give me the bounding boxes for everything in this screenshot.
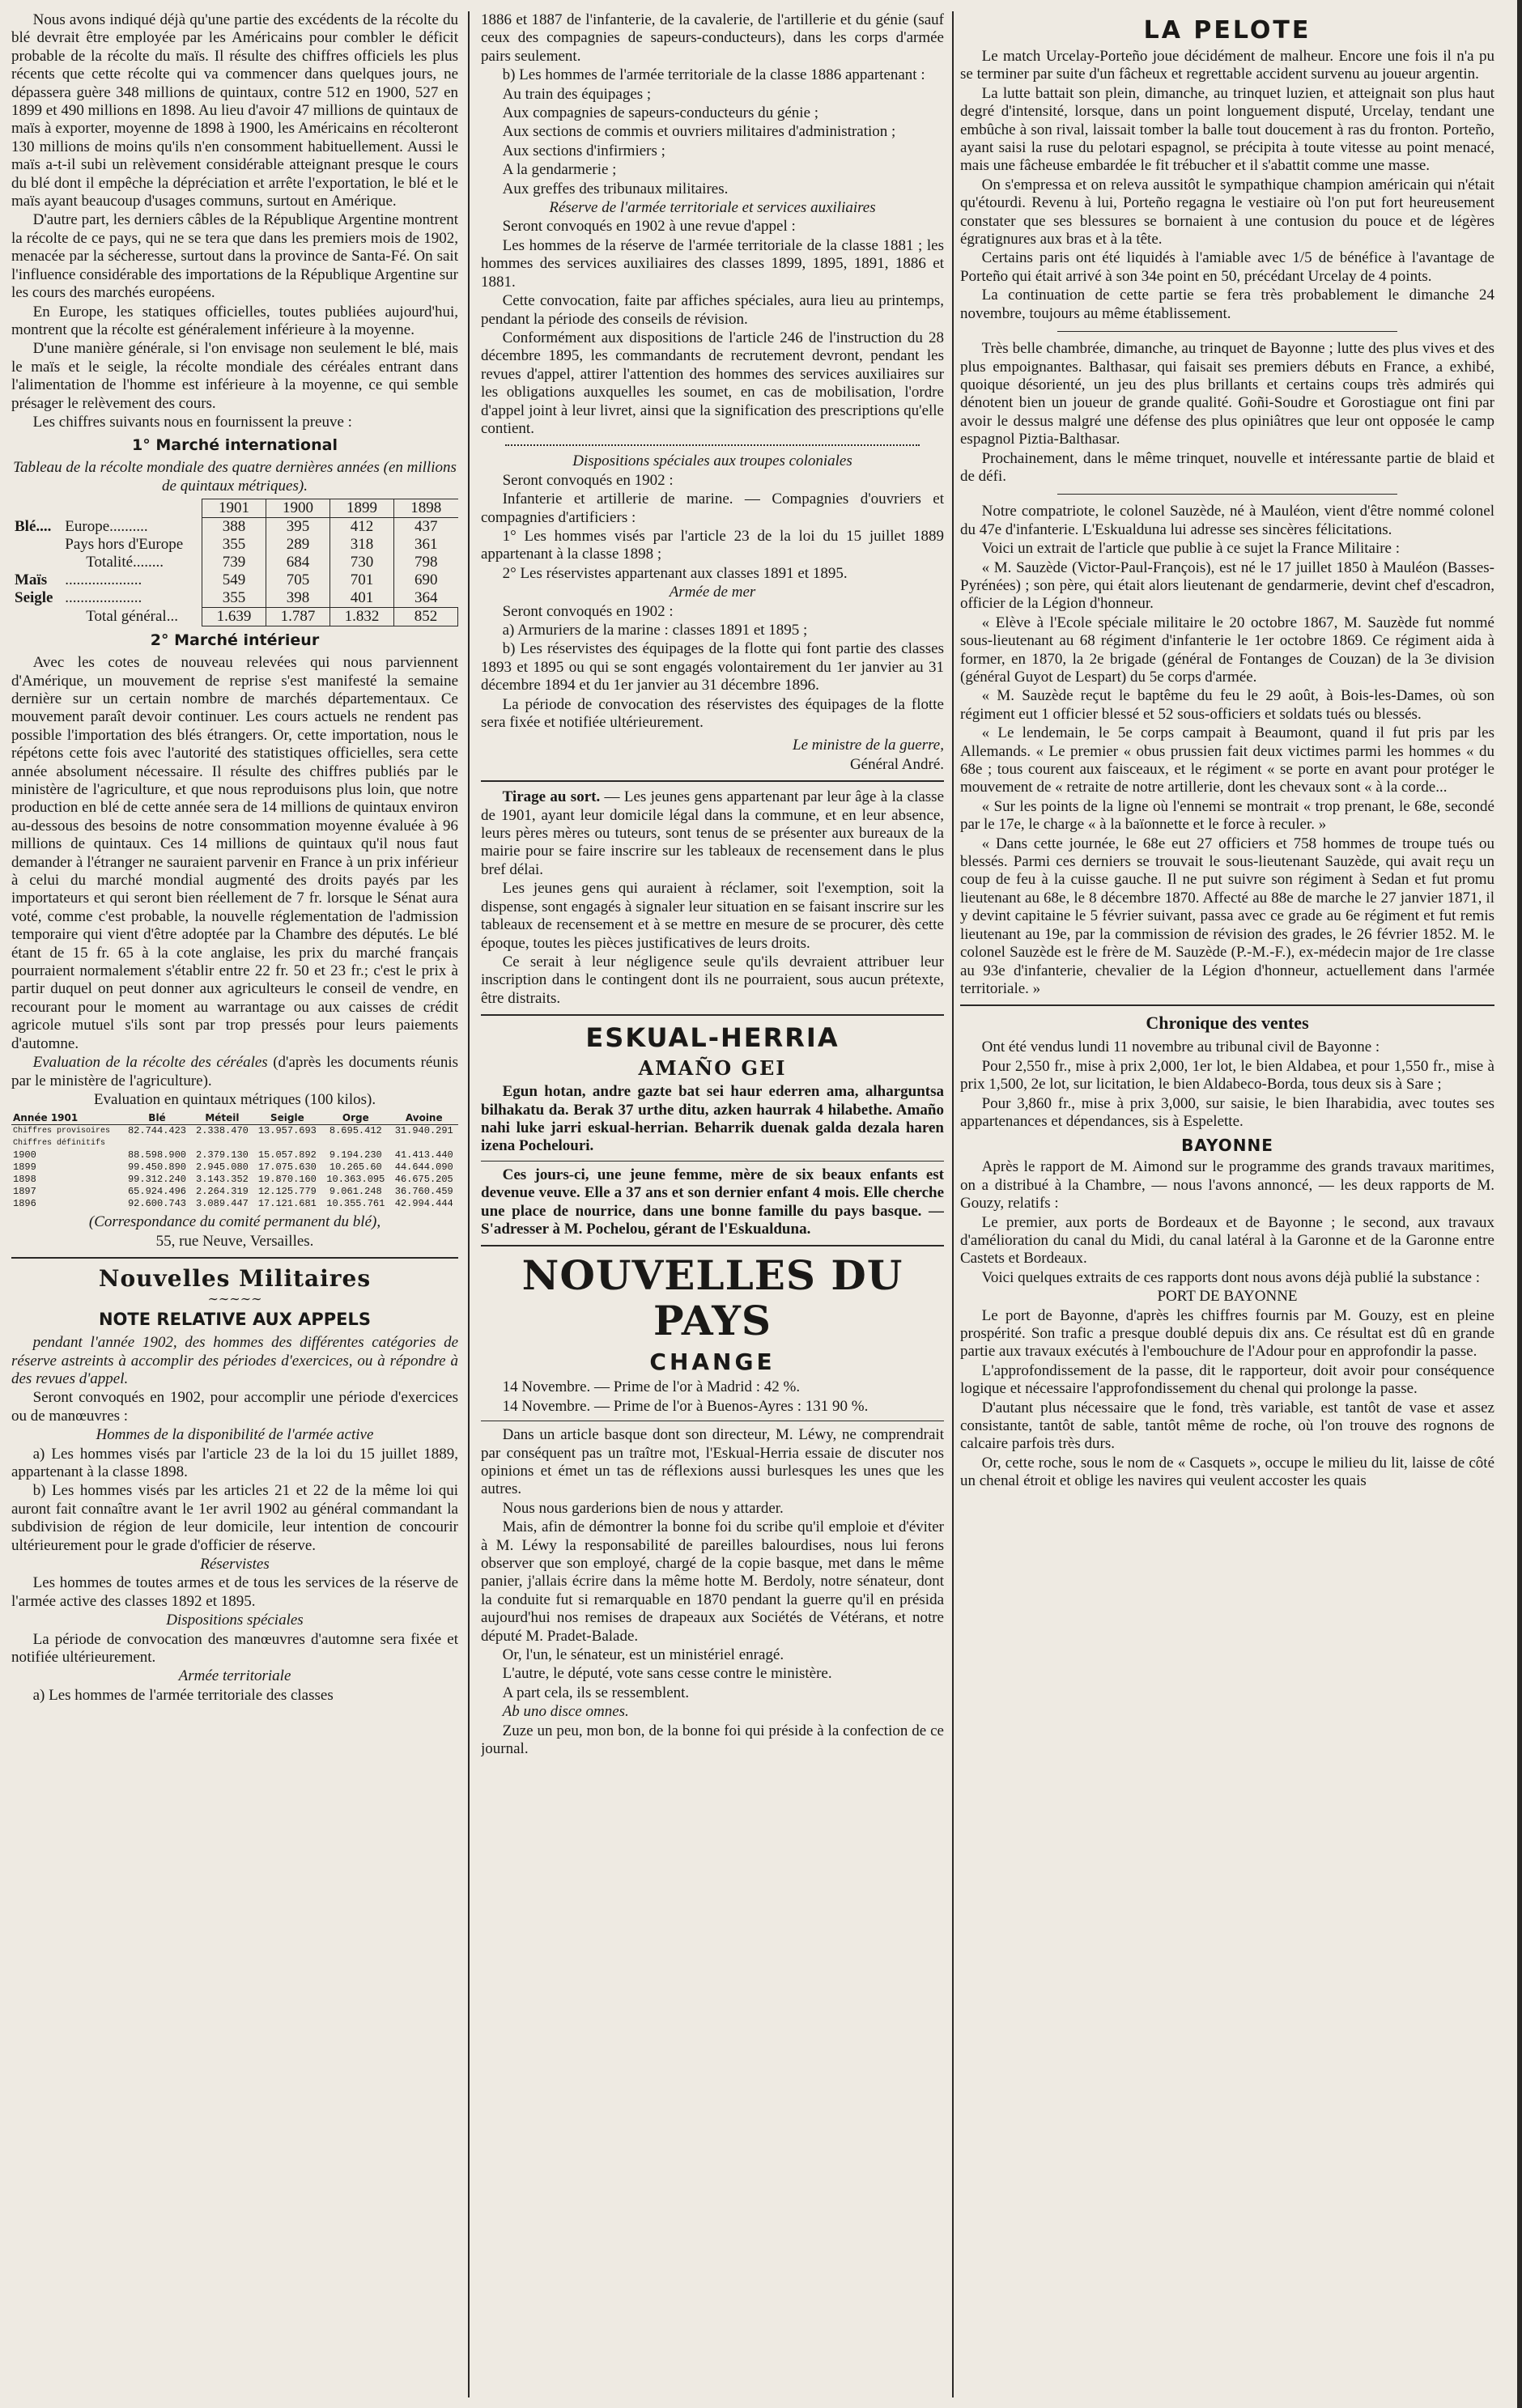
article-text: D'une manière générale, si l'on envisage non seulement le blé, mais le maïs et le seigle, la récolte mondiale des céréales entrant dans l'alimentation de l'homme est inférieure à la moyenne, ce qui semble présager le relèvement des cours. xyxy=(11,340,458,412)
cell: 739 xyxy=(202,554,266,571)
cell: 13.957.693 xyxy=(257,1125,317,1137)
table-row xyxy=(11,1125,458,1138)
table-header-row xyxy=(11,499,458,518)
article-text: Les hommes de toutes armes et de tous les services de la réserve de l'armée active des classes 1892 et 1895. xyxy=(11,1574,458,1610)
article-text: Notre compatriote, le colonel Sauzède, né à Mauléon, vient d'être nommé colonel du 47e d'infanterie. L'Eskualduna lui adresse ses sincères félicitations. xyxy=(960,503,1494,538)
year-header: 1899 xyxy=(330,499,394,518)
correspondence-address: 55, rue Neuve, Versailles. xyxy=(155,1232,314,1250)
column-rule xyxy=(468,11,470,2397)
article-text: En Europe, les statiques officielles, toutes publiées aujourd'hui, montrent que la récolte est généralement inférieure à la moyenne. xyxy=(11,303,458,338)
subheading: PORT DE BAYONNE xyxy=(1157,1288,1298,1306)
article-text: Le port de Bayonne, d'après les chiffres fournis par M. Gouzy, est en pleine prospérité. Son trafic a presque doublé depuis dix ans. Ce résultat est dû en grande partie aux travaux exécutés à l'embouchure de l'Adour pour en approfondir la passe. xyxy=(960,1306,1494,1361)
article-text: a) Les hommes visés par l'article 23 de la loi du 15 juillet 1889, appartenant à la classe 1898. xyxy=(11,1445,458,1480)
cell: 17.075.630 xyxy=(257,1162,317,1174)
column-2 xyxy=(481,11,944,2397)
subheading: Dispositions spéciales xyxy=(166,1612,304,1629)
article-text: Infanterie et artillerie de marine. — Compagnies d'ouvriers et compagnies d'artificiers : xyxy=(481,491,944,526)
cell: 1900 xyxy=(13,1149,36,1162)
cell: 2.945.080 xyxy=(196,1162,249,1174)
article-text: 1886 et 1887 de l'infanterie, de la cavalerie, de l'artillerie et du génie (sauf ceux des compagnies de sapeurs-conducteurs), dans les corps d'armée pairs seulement. xyxy=(481,11,944,65)
cell: 412 xyxy=(330,518,394,537)
cell: 690 xyxy=(394,571,458,589)
cell: 41.413.440 xyxy=(394,1149,453,1162)
table-row xyxy=(11,1198,458,1210)
table-caption: Evaluation en quintaux métriques (100 kilos). xyxy=(93,1090,376,1108)
divider xyxy=(481,1014,944,1016)
article-lead: Tirage au sort. xyxy=(502,788,601,806)
divider xyxy=(481,1245,944,1246)
article-text: Prochainement, dans le même trinquet, nouvelle et intéressante partie de blaid et de défi. xyxy=(960,449,1494,485)
subheading: Armée territoriale xyxy=(178,1667,291,1685)
cell: 364 xyxy=(394,589,458,608)
cell: 88.598.900 xyxy=(127,1149,186,1162)
section-heading: Chronique des ventes xyxy=(1146,1013,1309,1034)
cell: 2.338.470 xyxy=(196,1125,249,1137)
article-text: L'autre, le député, vote sans cesse contre le ministère. xyxy=(502,1665,832,1683)
section-heading: 1° Marché international xyxy=(132,436,338,455)
harvest-evaluation-table xyxy=(11,1112,458,1210)
cell: 99.450.890 xyxy=(127,1162,186,1174)
article-text: Voici un extrait de l'article que publie à ce sujet la France Militaire : xyxy=(981,540,1401,558)
article-text: Conformément aux dispositions de l'article 246 de l'instruction du 28 décembre 1895, les commandants de recrutement devront, pendant les revues d'appel, attirer l'attention des hommes des services auxiliaires sur les obligations auxquelles les soumet, en cas de mobilisation, l'ordre d'appel joint à leur livret, ainsi que la signification des prescriptions qu'elle contient. xyxy=(481,329,944,437)
eskual-herria-banner: ESKUAL-HERRIA xyxy=(585,1022,840,1054)
cell: 1896 xyxy=(13,1198,36,1210)
article-text: Les chiffres suivants nous en fournissent la preuve : xyxy=(32,413,352,431)
cell: 44.644.090 xyxy=(394,1162,453,1174)
exchange-rate-line: 14 Novembre. — Prime de l'or à Buenos-Ayres : 131 90 %. xyxy=(502,1397,869,1415)
row-label: Totalité........ xyxy=(86,554,164,571)
article-text: « Le lendemain, le 5e corps campait à Beaumont, quand il fut pris par les Allemands. « Le premier « obus prussien fait deux victimes parmi les hommes « du 68e ; tous courent aux faisceaux, et le régiment « se porte en avant pour protéger le mouvement de « retraite de notre artillerie, dont les chevaux sont « à la corde... xyxy=(960,724,1494,796)
cell: Chiffres définitifs xyxy=(13,1139,106,1149)
cell: 852 xyxy=(394,608,458,626)
article-text: Certains paris ont été liquidés à l'amiable avec 1/5 de bénéfice à l'avantage de Porteño qui était arrivé à son 34e point en 50, précédant Urcelay de 4 points. xyxy=(960,249,1494,285)
article-text: Pour 3,860 fr., mise à prix 3,000, sur saisie, le bien Iharabidia, avec toutes ses appartenances et dépendances, sis à Espelette. xyxy=(960,1094,1494,1130)
article-text: Dans un article basque dont son directeur, M. Léwy, ne comprendrait par conséquent pas un traître mot, l'Eskual-Herria essaie de discuter nos opinions et émet un tas de réflexions aussi burlesques les unes que les autres. xyxy=(481,1426,944,1498)
row-label: .................... xyxy=(65,571,142,589)
cell: 1897 xyxy=(13,1186,36,1198)
cell: 549 xyxy=(202,571,266,589)
signature-name: Général André. xyxy=(849,755,944,773)
table-row xyxy=(11,536,458,554)
cell: 1.639 xyxy=(202,608,266,626)
table-row xyxy=(11,518,458,537)
cell: 798 xyxy=(394,554,458,571)
article-text: « Elève à l'Ecole spéciale militaire le 20 octobre 1867, M. Sauzède fut nommé sous-lieutenant au 68 régiment d'infanterie le 1er octobre 1869. Ce régiment aida à former, en 1870, la 2e brigade (général de Fontanges de Couzan) de la 3e division (général Guyot de Lespart) du 5e corps d'armée. xyxy=(960,614,1494,686)
article-text: Après le rapport de M. Aimond sur le programme des grands travaux maritimes, on a distribué à la Chambre, — nous l'avons annoncé, — les deux rapports de M. Gouzy, relatifs : xyxy=(960,1158,1494,1212)
article-text: Nous nous garderions bien de nous y attarder. xyxy=(502,1499,784,1517)
column-1 xyxy=(11,11,458,2397)
column-rule xyxy=(952,11,954,2397)
table-row xyxy=(11,554,458,571)
nouvelles-du-pays-title: NOUVELLES DU PAYS xyxy=(521,1251,903,1345)
article-text: Seront convoqués en 1902, pour accomplir une période d'exercices ou de manœuvres : xyxy=(11,1389,458,1425)
article-text: Voici quelques extraits de ces rapports dont nous avons déjà publié la substance : xyxy=(981,1268,1481,1286)
cell: 9.194.230 xyxy=(329,1149,382,1162)
article-text: La continuation de cette partie se fera très probablement le dimanche 24 novembre, toujours au même établissement. xyxy=(960,287,1494,322)
divider xyxy=(1057,494,1397,495)
cell: 10.265.60 xyxy=(329,1162,382,1174)
cell: 289 xyxy=(266,536,330,554)
article-text: Or, l'un, le sénateur, est un ministériel enragé. xyxy=(502,1646,784,1664)
page-edge xyxy=(1517,0,1522,2408)
notice-title: AMAÑO GEI xyxy=(638,1056,787,1081)
section-title: Nouvelles Militaires xyxy=(98,1265,372,1293)
table-row xyxy=(11,571,458,589)
article-text: Très belle chambrée, dimanche, au trinquet de Bayonne ; lutte des plus vives et des plus empoignantes. Balthasar, qui faisait ses premiers débuts en France, a exhibé, quoique désorienté, un jeu des plus brillants et certains coups très admirés qui dénotent bien un joueur de grande qualité. Goñi-Soudre et Gorostiague ont fini par avoir le dessus malgré une défense des plus opiniâtres que leur ont opposée le camp espagnol Piztia-Balthasar. xyxy=(960,340,1494,448)
table-row xyxy=(11,1174,458,1186)
article-text: « M. Sauzède (Victor-Paul-François), est né le 17 juillet 1850 à Mauléon (Basses-Pyrénées) ; son père, qui était alors lieutenant de gendarmerie, devint chef d'escadron, officier de la Légion d'honneur. xyxy=(960,558,1494,613)
cell: 99.312.240 xyxy=(127,1174,186,1186)
row-group xyxy=(11,536,62,554)
cell: 65.924.496 xyxy=(127,1186,186,1198)
article-text: D'autre part, les derniers câbles de la République Argentine montrent la récolte de ce pays, qui ne se tera que dans les premiers mois de 1902, menacée par la sécheresse, surtout dans la province de Santa-Fé. On sait l'influence considérable des importations de la République Argentine sur les cours des marchés européens. xyxy=(11,211,458,302)
cell: 437 xyxy=(394,518,458,537)
cell: 19.870.160 xyxy=(257,1174,317,1186)
cell: 12.125.779 xyxy=(257,1186,317,1198)
cell: 46.675.205 xyxy=(394,1174,453,1186)
article-text: b) Les réservistes des équipages de la flotte qui font partie des classes 1893 et 1895 ou qui se sont engagés volontairement du 1er janvier au 31 décembre 1894 et du 1er janvier au 31 décembre 1896. xyxy=(481,640,944,694)
article-text: Nous avons indiqué déjà qu'une partie des excédents de la récolte du blé devrait être employée par les Américains pour combler le déficit probable de la récolte du maïs. Il résulte des chiffres officiels les plus récents que cette récolte qui va commencer dans quelques jours, ne dépassera guère 348 millions de quintaux, contre 512 en 1900, 527 en 1899 et 490 millions en 1898. Au lieu d'avoir 47 millions de quintaux de maïs à exporter, moyenne de 1898 à 1900, les Américains en récolteront 130 millions de moins qu'ils n'en consomment habituellement. Aussi le maïs a-t-il subi un relèvement considérable atteignant presque le cours du blé dont il empêche la dépréciation et arrête l'exportation, le blé et le maïs ayant beaucoup d'usages communs, surtout en Amérique. xyxy=(11,11,458,210)
year-header: 1900 xyxy=(266,499,330,518)
world-harvest-table xyxy=(11,499,458,626)
article-text xyxy=(481,788,944,879)
cell: 705 xyxy=(266,571,330,589)
table-row xyxy=(11,608,458,626)
article-text: a) Les hommes de l'armée territoriale des classes xyxy=(32,1686,334,1704)
table-row xyxy=(11,1137,458,1149)
cell: 1899 xyxy=(13,1162,36,1174)
subheading: Réserve de l'armée territoriale et services auxiliaires xyxy=(549,199,876,217)
article-text: Zuze un peu, mon bon, de la bonne foi qui préside à la confection de ce journal. xyxy=(481,1722,944,1758)
cell: 361 xyxy=(394,536,458,554)
cell: 42.994.444 xyxy=(394,1198,453,1210)
divider xyxy=(1057,331,1397,332)
lead-continuation: (d'après les documents réunis par le ministère de l'agriculture). xyxy=(11,1054,458,1089)
dotted-divider xyxy=(505,444,920,446)
cell: 395 xyxy=(266,518,330,537)
column-header: Avoine xyxy=(390,1112,458,1125)
la-pelote-title: LA PELOTE xyxy=(1143,16,1312,45)
table-row xyxy=(11,1162,458,1174)
subheading: Réservistes xyxy=(200,1556,270,1573)
cell: 9.061.248 xyxy=(329,1186,382,1198)
cell: 92.600.743 xyxy=(127,1198,186,1210)
article-text: Mais, afin de démontrer la bonne foi du scribe qu'il emploie et d'éviter à M. Léwy la responsabilité de pareilles balourdises, nous lui ferons observer que son employé, chargé de la copie basque, met dans le même panier, j'allais écrire dans la même hotte M. Berdoly, notre sénateur, dont la conduite fut si remarquable en 1870 pendant la guerre qu'il en présida aujourd'hui nos remises de drapeaux aux Sociétés de Vétérans, et notre député M. Pradet-Balade. xyxy=(481,1518,944,1645)
table-row xyxy=(11,589,458,608)
article-text: b) Les hommes de l'armée territoriale de la classe 1886 appartenant : xyxy=(502,66,925,84)
article-text: Seront convoqués en 1902 : xyxy=(502,471,674,489)
year-header: 1898 xyxy=(394,499,458,518)
basque-notice: Egun hotan, andre gazte bat sei haur ederren ama, alharguntsa bilhakatu da. Berak 37 urthe ditu, azken haurrak 4 hilabethe. Amaño nahi luke jarri eskual-herrian. Beharrik duenak galda dezala haren izena Pochelouri. xyxy=(481,1083,944,1155)
article-text: Les hommes de la réserve de l'armée territoriale de la classe 1881 ; les hommes des services auxiliaires des classes 1899, 1895, 1891, 1886 et 1881. xyxy=(481,236,944,291)
article-text: Ont été vendus lundi 11 novembre au tribunal civil de Bayonne : xyxy=(981,1038,1380,1056)
cell: 684 xyxy=(266,554,330,571)
cell: 1.832 xyxy=(330,608,394,626)
cell: Chiffres provisoires xyxy=(13,1127,111,1136)
cell: 82.744.423 xyxy=(127,1125,186,1137)
cell: 2.379.130 xyxy=(196,1149,249,1162)
section-heading: BAYONNE xyxy=(1181,1136,1273,1156)
article-text: Le match Urcelay-Porteño joue décidément de malheur. Encore une fois il n'a pu se terminer par suite d'un fâcheux et regrettable accident survenu au joueur argentin. xyxy=(960,48,1494,83)
article-text: Avec les cotes de nouveau relevées qui nous parviennent d'Amérique, un mouvement de reprise s'est manifesté la semaine dernière sur un certain nombre de marchés départementaux. Ce mouvement paraît devoir continuer. Les cours actuels ne rendent pas possible l'importation des blés étrangers. Or, cette importation, nous le répétons cette fois avec l'autorité des statistiques officielles, sera cette année absolument nécessaire. Il résulte des chiffres publiés par le ministère de l'agriculture, et que nous reproduisons plus loin, que notre production en blé de cette année sera de 14 millions de quintaux environ au-dessous des besoins de notre consommation moyenne évaluée à 96 millions de quintaux. Ces 14 millions de quintaux qu'il nous faut demander à l'étranger ne sauraient parvenir en France à un prix inférieur à celui du marché mondial augmenté des droits payés par les importateurs et qui seront bien réellement de 7 fr. lorsque le Sénat aura voté, comme c'est probable, la nouvelle réglementation de l'admission temporaire qui vient d'être adoptée par la Chambre des députés. Le blé étant de 15 fr. 65 à la cote anglaise, les prix du marché français pourraient normalement s'établir entre 22 fr. 50 et 23 fr.; c'est le prix à partir duquel on peut donner aux agriculteurs le conseil de vendre, en recourant pour le moment au warrantage ou aux caisses de crédit agricole mutuel s'ils sont par trop pressés pour leurs paiements d'automne. xyxy=(11,654,458,1052)
cell: 318 xyxy=(330,536,394,554)
cell: 701 xyxy=(330,571,394,589)
column-header: Seigle xyxy=(253,1112,321,1125)
article-text: 1° Les hommes visés par l'article 23 de la loi du 15 juillet 1889 appartenant à la classe 1898 ; xyxy=(481,527,944,563)
list-item: Aux greffes des tribunaux militaires. xyxy=(502,180,729,197)
cell: 355 xyxy=(202,589,266,608)
column-header: Année 1901 xyxy=(11,1112,123,1125)
row-group xyxy=(11,608,62,626)
table-header-row xyxy=(11,1112,458,1125)
row-group xyxy=(11,554,62,571)
row-group: Seigle xyxy=(15,589,53,607)
column-header: Orge xyxy=(321,1112,389,1125)
list-item: Aux compagnies de sapeurs-conducteurs du génie ; xyxy=(502,104,819,122)
list-item: Aux sections de commis et ouvriers militaires d'administration ; xyxy=(502,123,896,141)
table-caption: Tableau de la récolte mondiale des quatre dernières années (en millions de quintaux métriques). xyxy=(13,459,457,495)
row-label: .................... xyxy=(65,589,142,607)
correspondence-credit: (Correspondance du comité permanent du blé), xyxy=(88,1213,381,1231)
article-text: On s'empressa et on releva aussitôt le sympathique champion américain qui n'était qu'étourdi. Revenu à lui, Porteño regagna le vestiaire où l'on put fort heureusement constater que ses blessures se bornaient à une contusion du pouce et de légères égratignures aux bras et à la tête. xyxy=(960,176,1494,248)
column-3 xyxy=(960,11,1494,2397)
article-text: Or, cette roche, sous le nom de « Casquets », occupe le milieu du lit, laisse de côté un chenal étroit et oblige les navires qui veulent accoster les quais xyxy=(960,1454,1494,1490)
signature-title: Le ministre de la guerre, xyxy=(793,737,944,754)
cell: 3.143.352 xyxy=(196,1174,249,1186)
row-group: Blé.... xyxy=(15,517,52,535)
divider xyxy=(960,1004,1494,1006)
list-item: Aux sections d'infirmiers ; xyxy=(502,142,665,159)
section-heading: 2° Marché intérieur xyxy=(150,631,320,650)
cell: 10.363.095 xyxy=(326,1174,385,1186)
cell: 2.264.319 xyxy=(196,1186,249,1198)
article-text: b) Les hommes visés par les articles 21 et 22 de la même loi qui auront fait connaître avant le 1er avril 1902 au général commandant la subdivision de région de leur domicile, leur intention de concourir ultérieurement pour le grade d'officier de réserve. xyxy=(11,1482,458,1554)
divider xyxy=(481,780,944,782)
cell: 355 xyxy=(202,536,266,554)
article-text: pendant l'année 1902, des hommes des différentes catégories de réserve astreints à accomplir des périodes d'exercices, ou à répondre à des revues d'appel. xyxy=(11,1334,458,1387)
subheading: Dispositions spéciales aux troupes coloniales xyxy=(572,452,852,470)
list-item: Au train des équipages ; xyxy=(502,85,652,103)
article-text xyxy=(11,1054,458,1090)
list-item: A la gendarmerie ; xyxy=(502,161,617,179)
article-text: 2° Les réservistes appartenant aux classes 1891 et 1895. xyxy=(502,564,848,582)
article-text: A part cela, ils se ressemblent. xyxy=(502,1684,690,1701)
column-header: Blé xyxy=(123,1112,191,1125)
article-text: La période de convocation des manœuvres d'automne sera fixée et notifiée ultérieurement. xyxy=(11,1630,458,1667)
article-text: Seront convoqués en 1902 à une revue d'appel : xyxy=(502,218,796,236)
divider xyxy=(11,1257,458,1259)
table-row xyxy=(11,1149,458,1162)
row-label: Total général... xyxy=(86,608,178,626)
cell: 10.355.761 xyxy=(326,1198,385,1210)
change-heading: CHANGE xyxy=(649,1348,776,1376)
article-text: « Sur les points de la ligne où l'ennemi se montrait « trop prenant, le 68e, secondé par le 17e, le charge « à la baïonnette et le force à reculer. » xyxy=(960,797,1494,834)
row-group: Maïs xyxy=(15,571,48,589)
note-heading: NOTE RELATIVE AUX APPELS xyxy=(98,1310,372,1330)
cell: 15.057.892 xyxy=(257,1149,317,1162)
subheading: Armée de mer xyxy=(669,584,756,601)
italic-lead: Evaluation de la récolte des céréales xyxy=(32,1054,268,1072)
article-text: « Dans cette journée, le 68e eut 27 officiers et 758 hommes de troupe tués ou blessés. Parmi ces derniers se trouvait le sous-lieutenant Sauzède, qui avait reçu un coup de feu à la cuisse gauche. Il ne put suivre son régiment à Sedan et fut promu lieutenant au 68e, le 8 décembre 1870. Affecté au 88e de marche le 27 janvier 1871, il y devint capitaine le 5 février suivant, passa avec ce grade au 6e régiment et fut remis lieutenant au 19e, par la commission de révision des grades, le 26 février 1852. M. le colonel Sauzède est le frère de M. Sauzède (P.-M.-F.), ex-médecin major de 1re classe au 93e d'infanterie, chevalier de la Légion d'honneur, actuellement dans l'armée territoriale. » xyxy=(960,835,1494,997)
article-text: La période de convocation des réservistes des équipages de la flotte sera fixée et notifiée ultérieurement. xyxy=(481,695,944,732)
cell: 36.760.459 xyxy=(394,1186,453,1198)
cell: 401 xyxy=(330,589,394,608)
article-text: L'approfondissement de la passe, dit le rapporteur, doit avoir pour conséquence logique et nécessaire l'approfondissement du chenal qui prolonge la passe. xyxy=(960,1361,1494,1398)
cell: 1.787 xyxy=(266,608,330,626)
cell: 730 xyxy=(330,554,394,571)
article-text: Ce serait à leur négligence seule qu'ils devraient attribuer leur inscription dans le contingent dont ils ne pourraient, sous aucun prétexte, être distraits. xyxy=(481,953,944,1007)
article-text: Les jeunes gens qui auraient à réclamer, soit l'exemption, soit la dispense, sont engagés à signaler leur situation en se faisant inscrire sur les tableaux de recensement et à se mettre en mesure de se procurer, dès cette époque, toutes les pièces justificatives de leurs droits. xyxy=(481,880,944,952)
subheading: Hommes de la disponibilité de l'armée active xyxy=(96,1426,374,1444)
ornament-divider: ∼∼∼∼∼ xyxy=(207,1293,262,1307)
article-text: a) Armuriers de la marine : classes 1891 et 1895 ; xyxy=(502,622,808,639)
table-row xyxy=(11,1186,458,1198)
article-text: Le premier, aux ports de Bordeaux et de Bayonne ; le second, aux travaux d'amélioration du canal du Midi, du canal latéral à la Garonne et de la Garonne entre Castets et Bordeaux. xyxy=(960,1213,1494,1268)
article-text: Ab uno disce omnes. xyxy=(502,1703,629,1721)
cell: 1898 xyxy=(13,1174,36,1186)
article-text: La lutte battait son plein, dimanche, au trinquet luzien, et atteignait son plus haut degré d'intensité, lorsque, dans un point longuement disputé, Urcelay, tendant une embûche à son rival, laissait tomber la balle tout doucement à ras du fronton. Porteño, ayant saisi la ruse du pelotari espagnol, se précipita à toute vitesse au point menacé, mais une fâcheuse embardée le fit trébucher et il s'abattit comme une masse. xyxy=(960,84,1494,175)
exchange-rate-line: 14 Novembre. — Prime de l'or à Madrid : 42 %. xyxy=(502,1378,801,1396)
cell: 388 xyxy=(202,518,266,537)
cell: 398 xyxy=(266,589,330,608)
row-label: Europe.......... xyxy=(65,517,148,535)
cell: 3.089.447 xyxy=(196,1198,249,1210)
year-header: 1901 xyxy=(202,499,266,518)
cell: 17.121.681 xyxy=(257,1198,317,1210)
row-label: Pays hors d'Europe xyxy=(65,536,184,554)
article-text: Cette convocation, faite par affiches spéciales, aura lieu au printemps, pendant la période des conseils de révision. xyxy=(481,292,944,328)
article-body: — Les jeunes gens appartenant par leur âge à la classe de 1901, ayant leur domicile légal dans la commune, et en leur absence, leurs pères mères ou tuteurs, sont tenus de se présenter aux bureaux de la mairie pour se faire inscrire sur les tableaux de recensement dans le plus bref délai. xyxy=(481,788,944,878)
divider xyxy=(481,1161,944,1162)
article-text: D'autant plus nécessaire que le fond, très variable, est tantôt de vase et assez consistante, tantôt de sable, tantôt même de roche, où l'on trouve des rognons de calcaire parfois très durs. xyxy=(960,1399,1494,1453)
cell: 31.940.291 xyxy=(394,1125,453,1137)
article-text: Seront convoqués en 1902 : xyxy=(502,602,674,620)
french-notice: Ces jours-ci, une jeune femme, mère de six beaux enfants est devenue veuve. Elle a 37 ans et son dernier enfant 4 mois. Elle cherche une place de nourrice, dans une bonne famille du pays basque. — S'adresser à M. Pochelou, gérant de l'Eskualduna. xyxy=(481,1166,944,1238)
column-header: Méteil xyxy=(191,1112,253,1125)
article-text: « M. Sauzède reçut le baptême du feu le 29 août, à Bois-les-Dames, où son régiment eut 1 officier blessé et 52 sous-officiers et soldats tués ou blessés. xyxy=(960,687,1494,723)
article-text: Pour 2,550 fr., mise à prix 2,000, 1er lot, le bien Aldabea, et pour 1,550 fr., mise à prix 1,500, 2e lot, sur licitation, le bien Aldabeco-Borda, tous deux sis à Sare ; xyxy=(960,1057,1494,1094)
cell: 8.695.412 xyxy=(329,1125,382,1137)
